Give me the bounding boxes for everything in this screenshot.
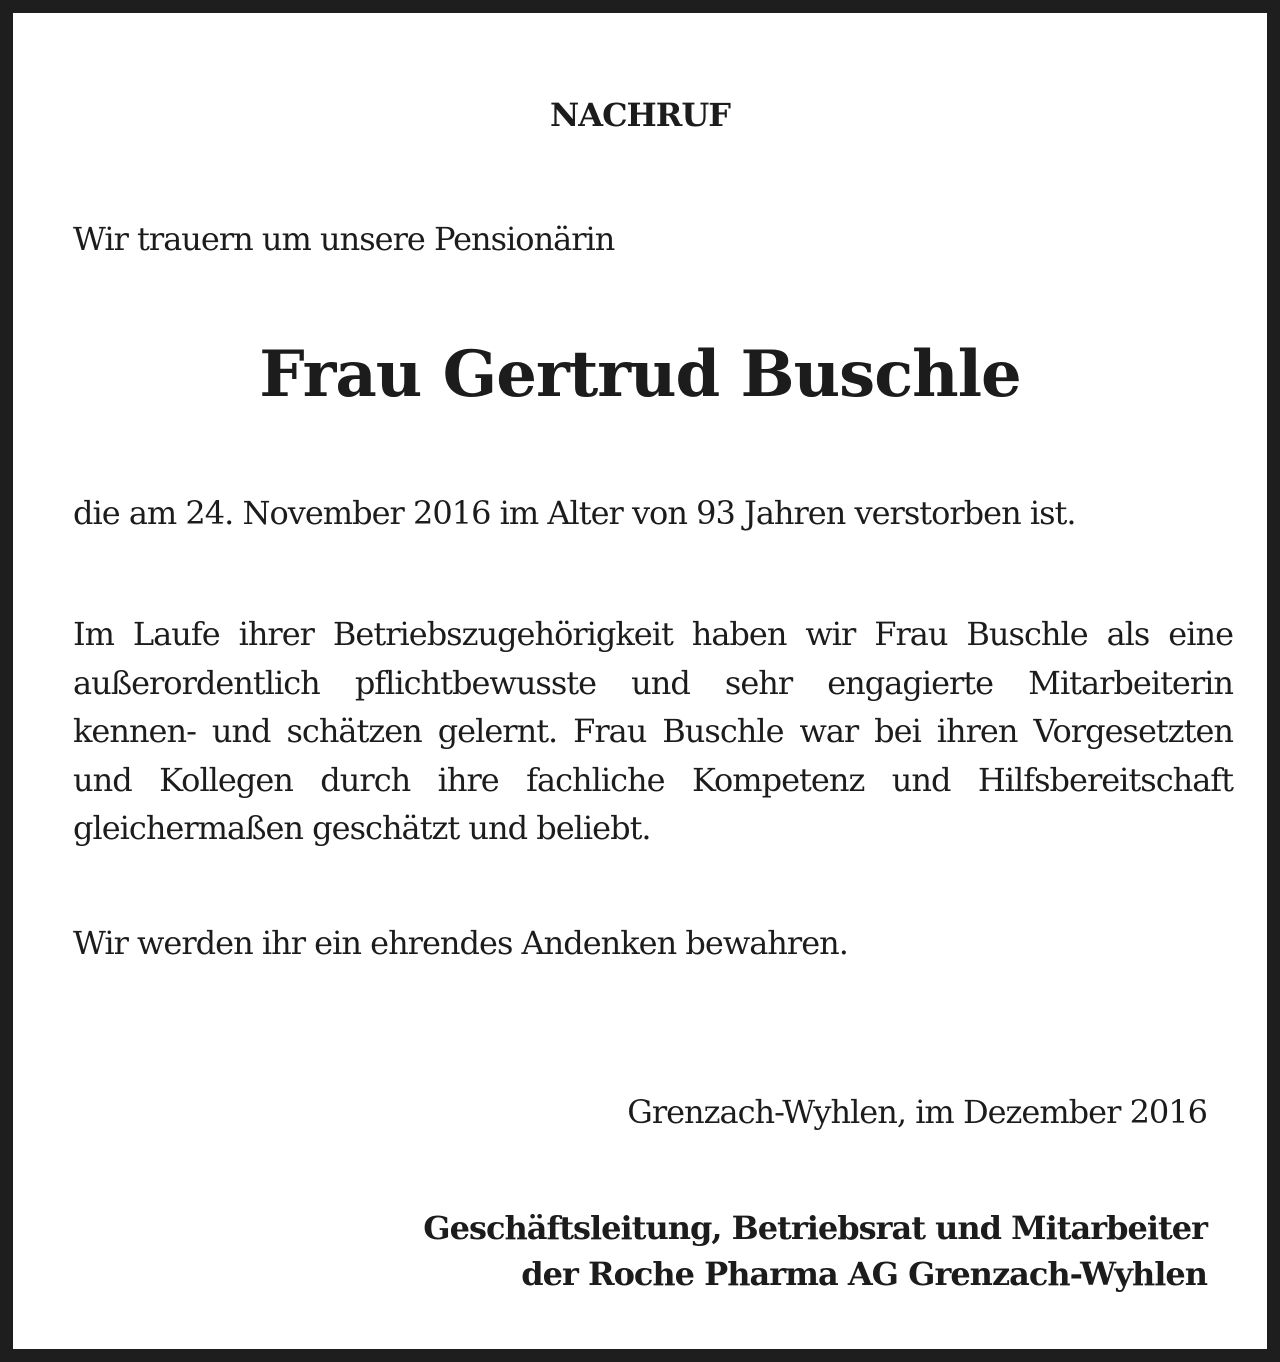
signature-block — [423, 1205, 1207, 1297]
signature-line-1: Geschäftsleitung, Betriebsrat und Mitarbeiter — [423, 1209, 1207, 1247]
notice-heading: NACHRUF — [550, 96, 730, 134]
death-date-line: die am 24. November 2016 im Alter von 93 Jahren verstorben ist. — [73, 494, 1076, 532]
tribute-paragraph: Im Laufe ihrer Betriebszugehörigkeit haben wir Frau Buschle als eine außerordentlich pflichtbewusste und sehr engagierte Mitarbeiterin kennen- und schätzen gelernt. Frau Buschle war bei ihren Vorgesetzten und Kollegen durch ihre fachliche Kompetenz und Hilfsbereitschaft gleichermaßen geschätzt und beliebt. — [73, 615, 1233, 847]
closing-line: Wir werden ihr ein ehrendes Andenken bewahren. — [73, 924, 848, 962]
deceased-name: Frau Gertrud Buschle — [259, 337, 1021, 412]
signature-line-2: der Roche Pharma AG Grenzach-Wyhlen — [521, 1255, 1207, 1293]
place-date-line: Grenzach-Wyhlen, im Dezember 2016 — [627, 1093, 1207, 1131]
intro-line: Wir trauern um unsere Pensionärin — [73, 220, 615, 258]
